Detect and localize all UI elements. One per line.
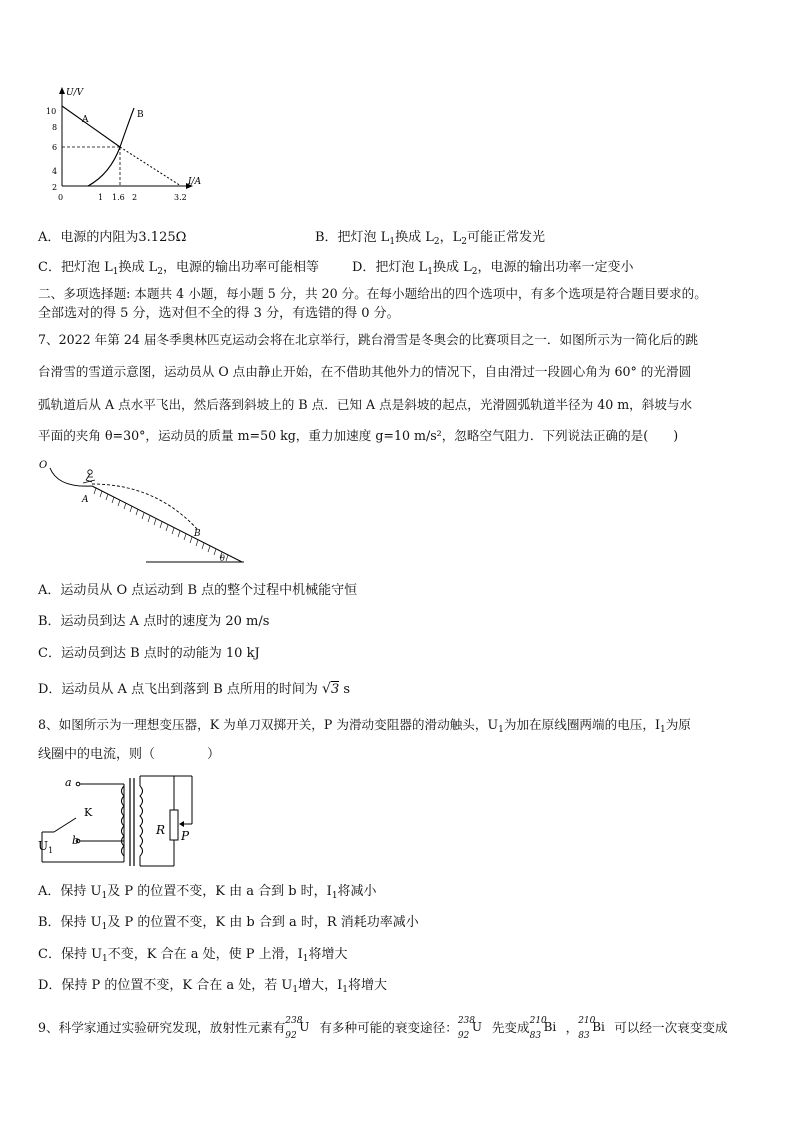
transformer-figure bbox=[34, 772, 204, 872]
y-tick-8: 8 bbox=[52, 123, 58, 132]
ski-jump-figure bbox=[36, 458, 250, 570]
q7-line2: 台滑雪的雪道示意图，运动员从 O 点由静止开始，在不借助其他外力的情况下，自由滑过一段圆心角为 60° 的光滑圆 bbox=[38, 364, 692, 379]
section2-header: 二、多项选择题: 本题共 4 小题，每小题 5 分，共 20 分。在每小题给出的四个选项中，有多个选项是符合题目要求的。 bbox=[38, 286, 707, 301]
q8-option-d[interactable]: D．保持 P 的位置不变，K 合在 a 处，若 $U_1$增大，$I_1$将增大 bbox=[38, 978, 388, 995]
voltage-u-label: $U_1$ bbox=[38, 839, 54, 855]
q8-line2: 线圈中的电流，则（ ） bbox=[38, 747, 221, 762]
q7-option-b[interactable]: B．运动员到达 A 点时的速度为 20 m/s bbox=[38, 614, 270, 629]
y-tick-10: 10 bbox=[46, 107, 57, 116]
q6-option-a[interactable]: A．电源的内阻为3.125Ω bbox=[38, 230, 187, 245]
terminal-b-label: b bbox=[72, 834, 80, 847]
angle-theta-label: θ bbox=[220, 554, 225, 563]
resistor-r-label: R bbox=[156, 823, 166, 837]
q8-option-c[interactable]: C．保持 $U_1$不变，K 合在 a 处，使 P 上滑，$I_1$将增大 bbox=[38, 947, 348, 964]
u-i-graph bbox=[40, 84, 210, 208]
point-o-label: O bbox=[39, 460, 48, 471]
y-tick-2: 2 bbox=[52, 183, 58, 192]
slider-p-label: P bbox=[181, 829, 190, 843]
q7-option-a[interactable]: A．运动员从 O 点运动到 B 点的整个过程中机械能守恒 bbox=[38, 583, 358, 598]
q7-option-c[interactable]: C．运动员到达 B 点时的动能为 10 kJ bbox=[38, 646, 260, 661]
q7-line1: 7、2022 年第 24 届冬季奥林匹克运动会将在北京举行，跳台滑雪是冬奥会的比赛项目之一．如图所示为一简化后的跳 bbox=[38, 332, 699, 347]
x-axis-label: I/A bbox=[188, 177, 202, 187]
q7-line4: 平面的夹角 θ=30°，运动员的质量 m=50 kg，重力加速度 g=10 m/s²，忽略空气阻力．下列说法正确的是( ) bbox=[38, 428, 679, 443]
x-tick-2: 2 bbox=[132, 193, 138, 202]
y-axis-label: U/V bbox=[66, 88, 84, 98]
y-tick-6: 6 bbox=[52, 143, 58, 152]
q8-line1: 8、如图所示为一理想变压器，K 为单刀双掷开关，P 为滑动变阻器的滑动触头，$U_1$为加在原线圈两端的电压，$I_1$为原 bbox=[38, 717, 691, 735]
q8-option-a[interactable]: A．保持 $U_1$及 P 的位置不变，K 由 a 合到 b 时，$I_1$将减小 bbox=[38, 884, 377, 901]
point-b-label: B bbox=[194, 529, 201, 539]
section2-note: 全部选对的得 5 分，选对但不全的得 3 分，有选错的得 0 分。 bbox=[38, 306, 400, 321]
nuclide-u238-2: 238 92 U bbox=[457, 1016, 482, 1041]
curve-b-label: B bbox=[137, 110, 144, 120]
q6-option-c[interactable]: C．把灯泡 $L_1$换成 $L_2$，电源的输出功率可能相等 bbox=[38, 260, 319, 277]
nuclide-u238: 238 92 U bbox=[285, 1016, 310, 1041]
q7-option-d[interactable]: D．运动员从 A 点飞出到落到 B 点所用的时间为 √3 s bbox=[38, 681, 351, 697]
nuclide-bi210-2: 210 83 Bi bbox=[578, 1016, 605, 1041]
x-tick-1: 1 bbox=[98, 193, 104, 202]
y-tick-4: 4 bbox=[52, 167, 58, 176]
curve-a-label: A bbox=[82, 115, 89, 125]
q6-option-d[interactable]: D．把灯泡 $L_1$换成 $L_2$，电源的输出功率一定变小 bbox=[352, 260, 634, 277]
q9-line1: 9、科学家通过实验研究发现，放射性元素有 238 92 U 有多种可能的衰变途径： 238 92 U 先变成 210 83 Bi ， 210 83 Bi 可以经一次衰变变成 bbox=[38, 1016, 728, 1041]
x-tick-3.2: 3.2 bbox=[174, 193, 187, 202]
point-a-label: A bbox=[82, 495, 89, 505]
q8-option-b[interactable]: B．保持 $U_1$及 P 的位置不变，K 由 b 合到 a 时，R 消耗功率减小 bbox=[38, 915, 419, 932]
switch-k-label: K bbox=[84, 806, 93, 819]
x-tick-1.6: 1.6 bbox=[112, 193, 125, 202]
terminal-a-label: a bbox=[65, 776, 72, 789]
nuclide-bi210: 210 83 Bi bbox=[529, 1016, 557, 1041]
sqrt-symbol: √ bbox=[322, 681, 331, 697]
x-tick-0: 0 bbox=[58, 193, 64, 202]
q7-line3: 弧轨道后从 A 点水平飞出，然后落到斜坡上的 B 点．已知 A 点是斜坡的起点，光滑圆弧轨道半径为 40 m，斜坡与水 bbox=[38, 397, 693, 412]
q6-option-b[interactable]: B．把灯泡 $L_1$换成 $L_2$，$L_2$可能正常发光 bbox=[315, 230, 545, 247]
